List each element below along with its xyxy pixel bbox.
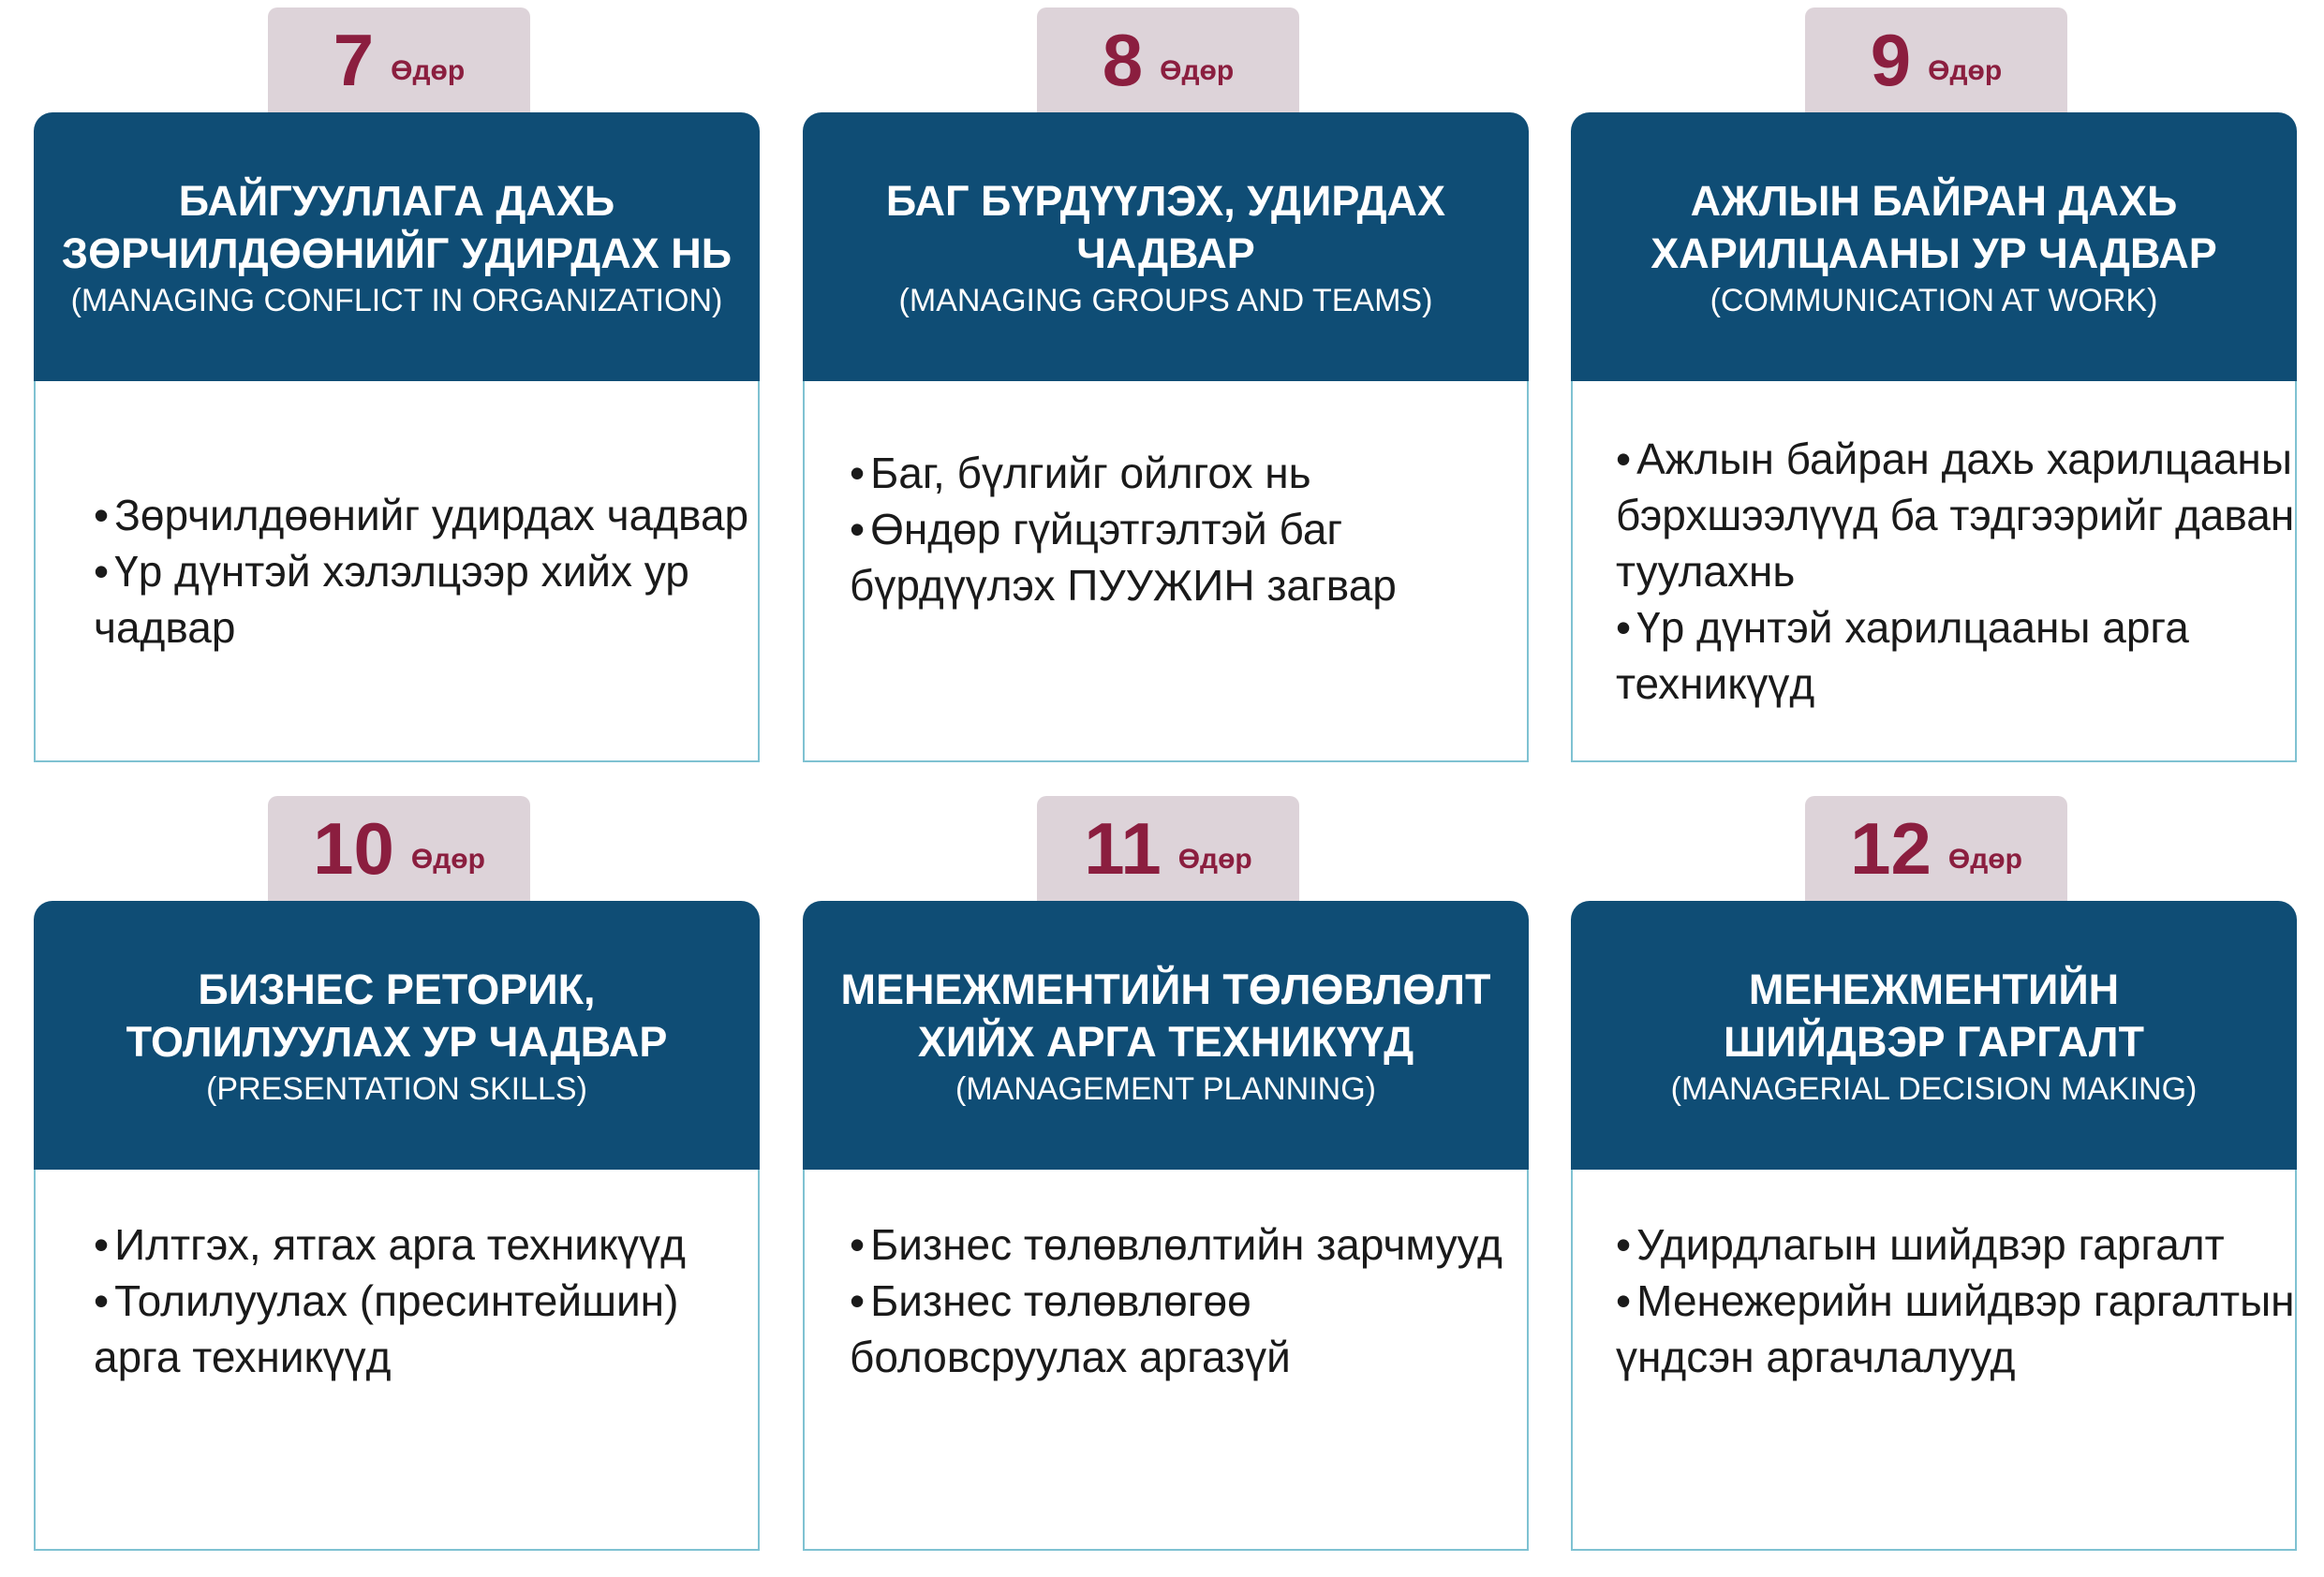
day-tab <box>268 796 530 901</box>
card-body <box>34 381 760 762</box>
day-label: Өдөр <box>410 844 485 875</box>
day-label: Өдөр <box>1177 844 1252 875</box>
card-header <box>803 901 1529 1170</box>
topic-item: • Баг, бүлгийг ойлгох нь <box>850 445 1527 501</box>
day-number: 9 <box>1870 19 1912 101</box>
card-subtitle: (MANAGING GROUPS AND TEAMS) <box>898 282 1433 318</box>
day-number: 8 <box>1102 19 1144 101</box>
day-tab <box>1037 7 1299 112</box>
topic-list <box>36 487 758 656</box>
topic-item: • Менежерийн шийдвэр гаргалтын үндсэн аргачлалууд <box>1616 1273 2295 1385</box>
card-header <box>34 112 760 381</box>
card-title: МЕНЕЖМЕНТИЙН ШИЙДВЭР ГАРГАЛТ <box>1724 965 2144 1066</box>
topic-list <box>805 445 1527 613</box>
card-title: БИЗНЕС РЕТОРИК, ТОЛИЛУУЛАХ УР ЧАДВАР <box>126 965 668 1066</box>
card-header <box>1571 112 2297 381</box>
day-tab <box>1037 796 1299 901</box>
card-header <box>803 112 1529 381</box>
card-body <box>803 381 1529 762</box>
day-label: Өдөр <box>1947 844 2022 875</box>
card-subtitle: (PRESENTATION SKILLS) <box>206 1070 587 1107</box>
day-label: Өдөр <box>1928 55 2003 86</box>
day-tab <box>1805 796 2067 901</box>
topic-item: • Үр дүнтэй харилцааны арга техникүүд <box>1616 599 2295 712</box>
topic-list <box>36 1216 758 1385</box>
day-number: 7 <box>333 19 375 101</box>
card-subtitle: (MANAGEMENT PLANNING) <box>955 1070 1376 1107</box>
card-title: МЕНЕЖМЕНТИЙН ТӨЛӨВЛӨЛТ ХИЙХ АРГА ТЕХНИКҮҮД <box>840 965 1491 1066</box>
topic-item: • Үр дүнтэй хэлэлцээр хийх ур чадвар <box>94 543 758 656</box>
day-tab <box>1805 7 2067 112</box>
topic-item: • Бизнес төлөвлөлтийн зарчмууд <box>850 1216 1527 1273</box>
topic-item: • Удирдлагын шийдвэр гаргалт <box>1616 1216 2295 1273</box>
card-title: БАГ БҮРДҮҮЛЭХ, УДИРДАХ ЧАДВАР <box>885 176 1446 277</box>
topic-item: • Толилуулах (пресинтейшин) арга техникүүд <box>94 1273 758 1385</box>
card-subtitle: (MANAGING CONFLICT IN ORGANIZATION) <box>70 282 723 318</box>
day-number: 11 <box>1084 807 1162 890</box>
topic-list <box>1573 1216 2295 1385</box>
topic-item: • Бизнес төлөвлөгөө боловсруулах аргазүй <box>850 1273 1527 1385</box>
day-number: 10 <box>313 807 394 890</box>
card-body <box>1571 1170 2297 1551</box>
day-label: Өдөр <box>1160 55 1235 86</box>
day-label: Өдөр <box>391 55 466 86</box>
card-body <box>34 1170 760 1551</box>
topic-item: • Илтгэх, ятгах арга техникүүд <box>94 1216 758 1273</box>
card-subtitle: (COMMUNICATION AT WORK) <box>1710 282 2158 318</box>
card-subtitle: (MANAGERIAL DECISION MAKING) <box>1670 1070 2198 1107</box>
topic-list <box>805 1216 1527 1385</box>
card-header <box>34 901 760 1170</box>
card-title: БАЙГУУЛЛАГА ДАХЬ ЗӨРЧИЛДӨӨНИЙГ УДИРДАХ НЬ <box>61 176 733 277</box>
topic-item: • Өндөр гүйцэтгэлтэй баг бүрдүүлэх ПУУЖИН загвар <box>850 501 1527 613</box>
card-header <box>1571 901 2297 1170</box>
topic-item: • Ажлын байран дахь харилцааны бэрхшээлүүд ба тэдгээрийг даван туулахнь <box>1616 431 2295 599</box>
day-tab <box>268 7 530 112</box>
card-title: АЖЛЫН БАЙРАН ДАХЬ ХАРИЛЦААНЫ УР ЧАДВАР <box>1650 176 2217 277</box>
day-number: 12 <box>1850 807 1932 890</box>
card-body <box>1571 381 2297 762</box>
card-body <box>803 1170 1529 1551</box>
topic-list <box>1573 431 2295 712</box>
topic-item: • Зөрчилдөөнийг удирдах чадвар <box>94 487 758 543</box>
